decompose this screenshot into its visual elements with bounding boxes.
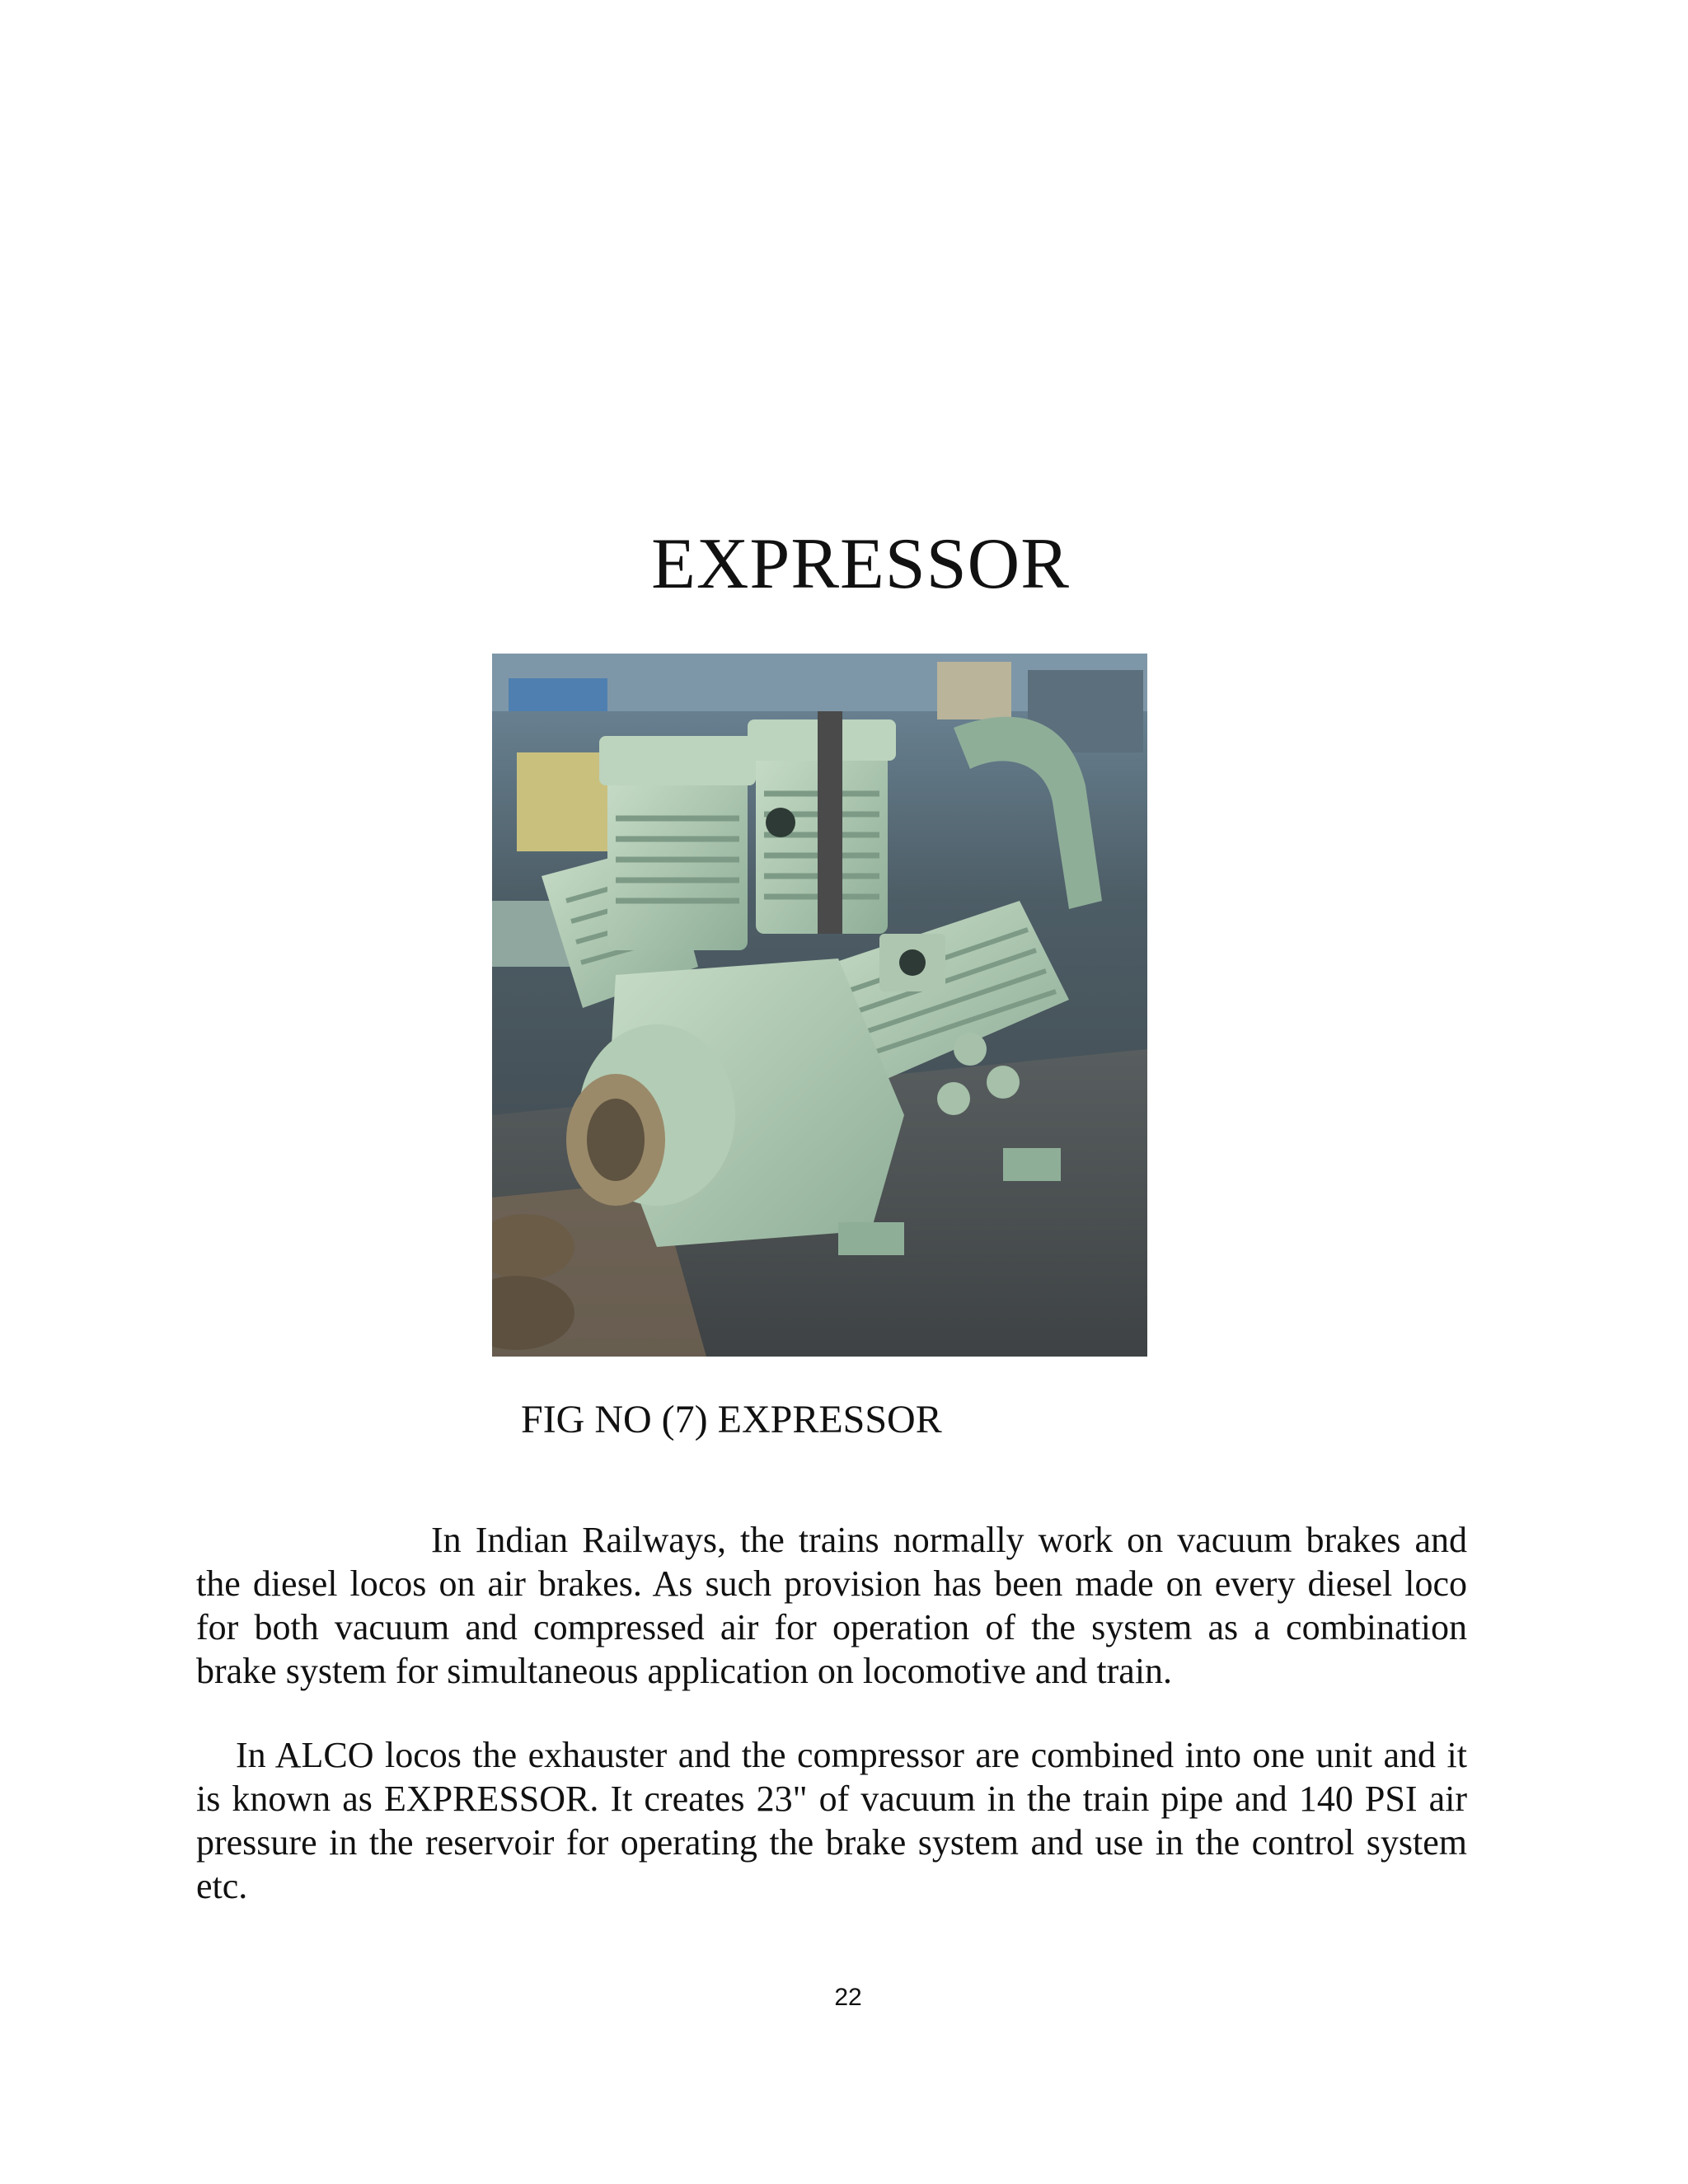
page-number: 22 bbox=[834, 1984, 862, 2011]
expressor-photo bbox=[492, 654, 1147, 1357]
page-title: EXPRESSOR bbox=[651, 524, 1070, 604]
paragraph-expressor: In ALCO locos the exhauster and the compressor are combined into one unit and it is known as EXPRESSOR. It creates 23" of vacuum in the train pipe and 140 PSI air pressure in the reservoir for operating the brake system and use in the control system etc. bbox=[196, 1735, 1467, 1906]
figure-caption: FIG NO (7) EXPRESSOR bbox=[521, 1398, 942, 1441]
paragraph-intro: In Indian Railways, the trains normally work on vacuum brakes and the diesel locos on air brakes. As such provision has been made on every diesel loco for both vacuum and compressed air for operation of the system as a combination brake system for simultaneous application on locomotive and train. bbox=[196, 1520, 1467, 1691]
